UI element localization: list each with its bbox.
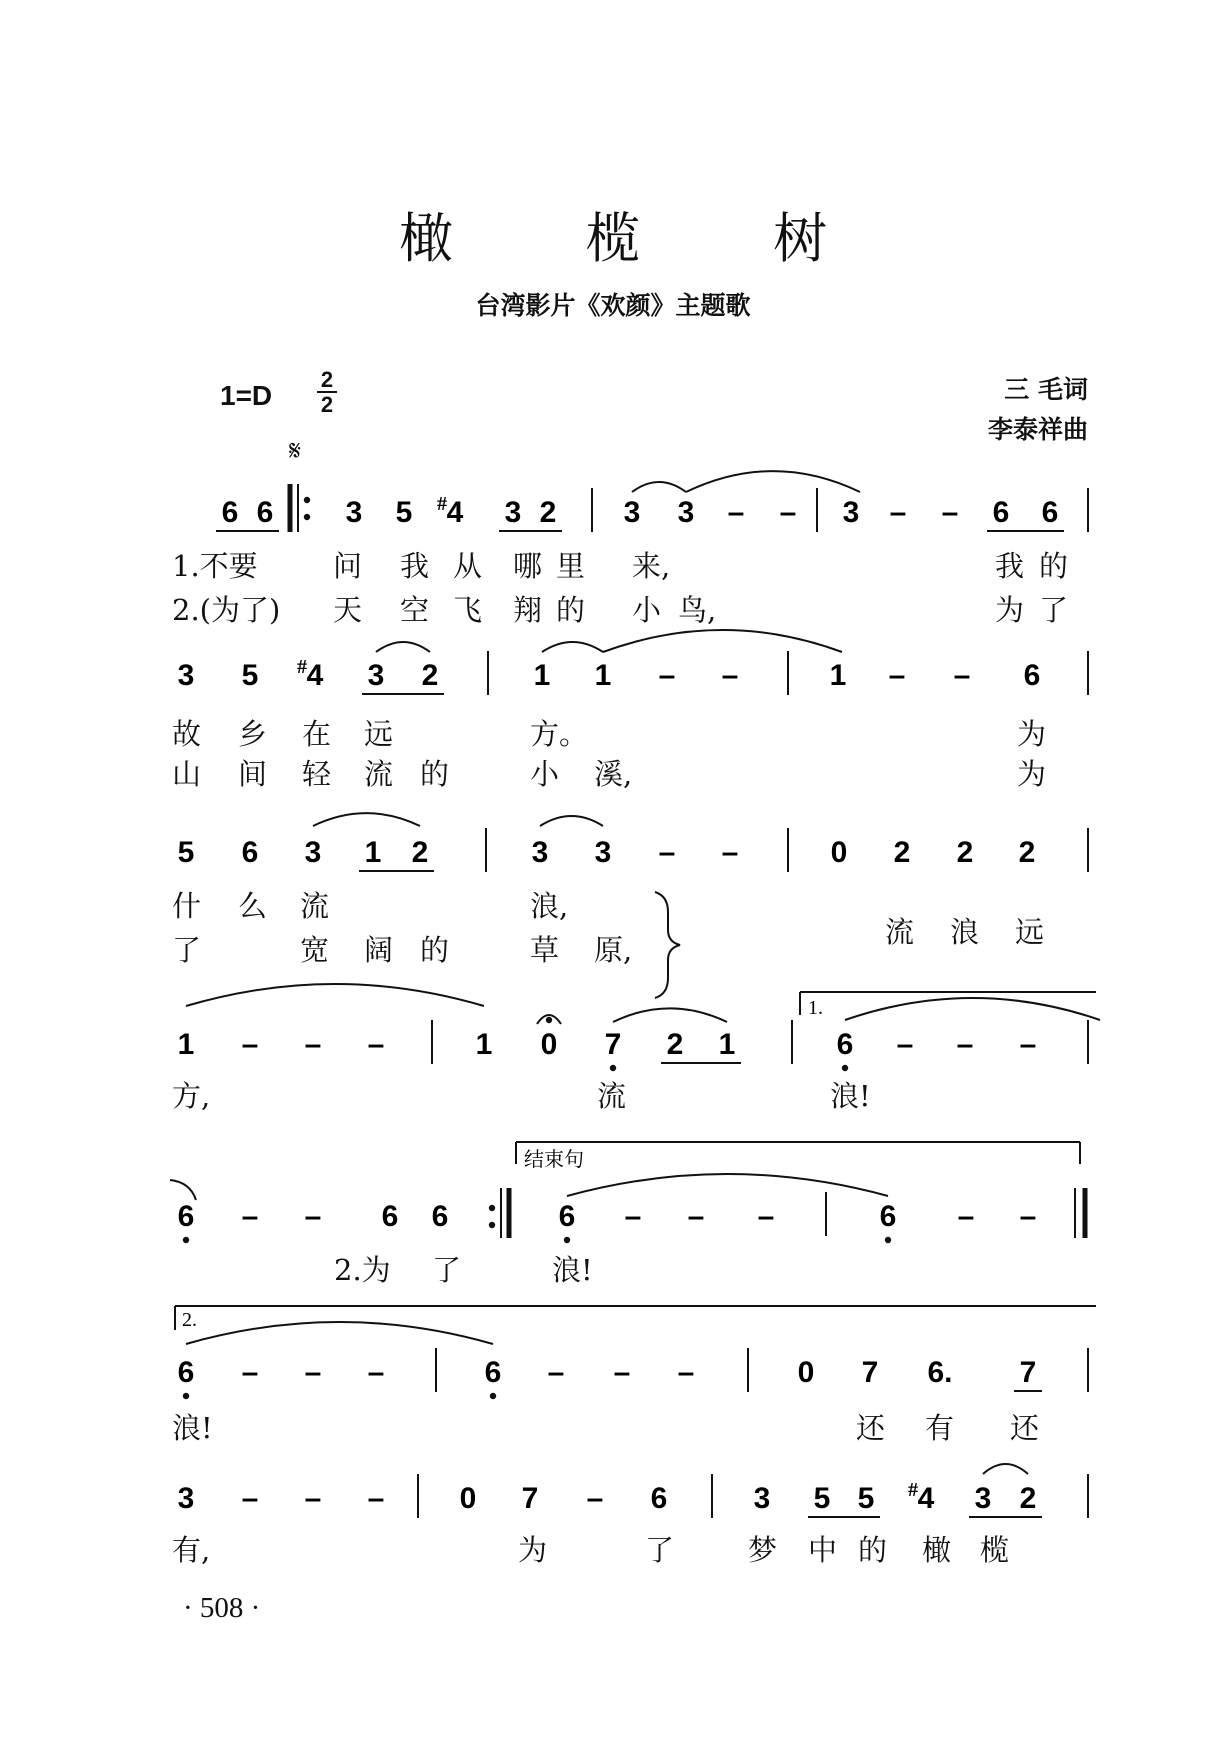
note-system7-9: 5 [813,1482,831,1515]
lyric-system2-lyrics_1-2: 在 [302,717,332,751]
lyric-system3-lyrics_shared-1: 浪 [950,915,980,949]
note-system3-9: 0 [830,836,848,869]
note-system5-3: 6 [381,1200,399,1233]
note-system6-2: – [304,1356,322,1389]
note-system4-11: – [956,1028,974,1061]
sharp-sign: # [437,493,447,515]
tie [567,1174,888,1196]
note-system2-1: 5 [241,659,259,692]
sharp-sign: # [297,656,307,678]
note-system1-3: 5 [395,496,413,529]
note-system3-4: 2 [411,836,429,869]
lower-octave-dot [885,1237,891,1243]
lyric-system4-lyrics-2: 浪! [830,1079,871,1113]
lyric-system2-lyrics_2-0: 山 [172,757,202,791]
note-system3-6: 3 [594,836,612,869]
note-system2-11: – [953,659,971,692]
note-system2-2: 4 [306,659,324,692]
note-system4-8: 1 [718,1028,736,1061]
lyric-system2-lyrics_1-1: 乡 [238,717,268,751]
note-system2-9: 1 [829,659,847,692]
lyric-system3-lyrics_1-3: 浪, [530,889,569,923]
lower-octave-dot [490,1393,496,1399]
segno-icon: 𝄋 [289,434,302,467]
note-system1-15: 6 [1041,496,1059,529]
lyric-system2-lyrics_1-3: 远 [364,717,394,751]
note-system7-13: 2 [1019,1482,1037,1515]
lyric-system2-lyrics_2-6: 溪, [594,757,633,791]
lyric-system5-lyrics-0: 2.为 [334,1253,391,1287]
lyric-system1-lyrics_1-3: 从 [453,549,483,583]
note-system6-9: 7 [861,1356,879,1389]
note-system1-8: 3 [677,496,695,529]
lyric-system3-lyrics_2-1: 宽 [300,933,330,967]
note-system1-14: 6 [992,496,1010,529]
note-system4-2: – [304,1028,322,1061]
note-system2-7: – [658,659,676,692]
note-system4-5: 0 [540,1028,558,1061]
lyric-system4-lyrics-0: 方, [172,1079,211,1113]
lyric-system2-lyrics_1-0: 故 [172,717,202,751]
song-subtitle: 台湾影片《欢颜》主题歌 [475,291,751,320]
lyric-system3-lyrics_2-0: 了 [172,933,202,967]
key-signature: 1=D [220,380,273,411]
note-system6-5: – [547,1356,565,1389]
lyric-system7-lyrics-1: 为 [518,1533,548,1567]
note-system5-1: – [241,1200,259,1233]
lyric-system6-lyrics-0: 浪! [172,1411,213,1445]
note-system7-11: 4 [917,1482,935,1515]
note-system1-12: – [889,496,907,529]
note-system7-1: – [241,1482,259,1515]
note-system6-4: 6 [484,1356,502,1389]
note-system4-12: – [1019,1028,1037,1061]
lyric-system2-lyrics_2-7: 为 [1017,757,1047,791]
note-system6-8: 0 [797,1356,815,1389]
note-system5-8: – [757,1200,775,1233]
lyric-system7-lyrics-3: 梦 [748,1533,778,1567]
tie [186,984,484,1006]
note-system1-0: 6 [221,496,239,529]
note-system4-4: 1 [475,1028,493,1061]
lyric-system6-lyrics-1: 还 [856,1411,886,1445]
lower-octave-dot [183,1237,189,1243]
time-signature-top: 2 [320,367,334,392]
lyric-system2-lyrics_2-5: 小 [530,757,560,791]
lyric-system2-lyrics_2-1: 间 [238,757,268,791]
lower-octave-dot [842,1065,848,1071]
lyric-system6-lyrics-2: 有 [925,1411,955,1445]
lyric-system1-lyrics_2-4: 翔 [513,593,543,627]
lyric-system3-lyrics_1-1: 么 [238,889,268,923]
note-system6-0: 6 [177,1356,195,1389]
lyric-system1-lyrics_1-5: 里 [556,549,586,583]
lyric-system4-lyrics-1: 流 [597,1079,627,1113]
note-system5-10: – [957,1200,975,1233]
note-system2-3: 3 [367,659,385,692]
note-system2-8: – [721,659,739,692]
note-system3-12: 2 [1018,836,1036,869]
slur [542,642,603,652]
fermata-dot [546,1017,552,1023]
note-system3-11: 2 [956,836,974,869]
note-system1-6: 2 [539,496,557,529]
lyric-system1-lyrics_2-3: 飞 [453,593,483,627]
lyric-brace [655,892,680,998]
lyric-system1-lyrics_2-8: 为 [995,593,1025,627]
note-system4-7: 2 [666,1028,684,1061]
slur [313,813,420,826]
ending-label: 结束句 [524,1147,584,1171]
note-system2-5: 1 [533,659,551,692]
note-system1-1: 6 [256,496,274,529]
lyric-system2-lyrics_1-5: 为 [1017,717,1047,751]
lyric-system3-lyrics_2-3: 的 [420,933,450,967]
lyric-system1-lyrics_1-8: 的 [1039,549,1069,583]
repeat-dot [489,1205,495,1211]
note-system2-12: 6 [1023,659,1041,692]
note-system7-7: 6 [650,1482,668,1515]
note-system2-4: 2 [421,659,439,692]
note-system3-10: 2 [893,836,911,869]
note-system7-8: 3 [753,1482,771,1515]
note-system3-5: 3 [531,836,549,869]
tie-continuation [170,1180,196,1200]
lyric-system3-lyrics_1-0: 什 [172,889,202,923]
lyric-system1-lyrics_2-9: 了 [1039,593,1069,627]
note-system7-0: 3 [177,1482,195,1515]
note-system4-1: – [241,1028,259,1061]
lyric-system1-lyrics_2-5: 的 [556,593,586,627]
note-system6-3: – [367,1356,385,1389]
lyric-system6-lyrics-3: 还 [1010,1411,1040,1445]
note-system5-2: – [304,1200,322,1233]
note-system5-11: – [1019,1200,1037,1233]
slur [613,1008,727,1022]
note-system7-2: – [304,1482,322,1515]
lyric-system1-lyrics_1-6: 来, [632,549,671,583]
note-system5-9: 6 [879,1200,897,1233]
note-system2-0: 3 [177,659,195,692]
lyric-system1-lyrics_1-2: 我 [400,549,430,583]
note-system1-10: – [779,496,797,529]
note-system5-0: 6 [177,1200,195,1233]
repeat-dot [304,497,310,503]
note-system7-3: – [367,1482,385,1515]
lyric-system3-lyrics_shared-0: 流 [885,915,915,949]
lyric-system1-lyrics_2-6: 小 [632,593,662,627]
note-system3-8: – [721,836,739,869]
lyric-system2-lyrics_2-3: 流 [364,757,394,791]
lyric-system1-lyrics_1-4: 哪 [513,549,543,583]
note-system7-6: – [586,1482,604,1515]
lyric-system2-lyrics_1-4: 方。 [530,717,589,751]
lyric-system2-lyrics_2-4: 的 [420,757,450,791]
note-system4-3: – [367,1028,385,1061]
note-system1-2: 3 [345,496,363,529]
lyric-system1-lyrics_1-1: 问 [333,549,363,583]
note-system3-0: 5 [177,836,195,869]
lyric-system3-lyrics_2-5: 原, [594,933,633,967]
slur [540,816,603,826]
tie [686,471,860,492]
lyric-system7-lyrics-0: 有, [172,1533,211,1567]
note-system1-13: – [941,496,959,529]
note-system2-6: 1 [594,659,612,692]
repeat-dot [304,514,310,520]
note-system3-3: 1 [364,836,382,869]
note-system1-11: 3 [842,496,860,529]
note-system6-11: 7 [1019,1356,1037,1389]
slur [632,482,686,492]
note-system1-5: 3 [504,496,522,529]
note-system6-7: – [677,1356,695,1389]
note-system5-5: 6 [558,1200,576,1233]
note-system3-1: 6 [241,836,259,869]
lower-octave-dot [183,1393,189,1399]
note-system6-1: – [241,1356,259,1389]
lyric-system7-lyrics-6: 橄 [922,1533,952,1567]
note-system3-2: 3 [304,836,322,869]
note-system4-10: – [896,1028,914,1061]
composer-credit: 李泰祥曲 [987,415,1088,444]
note-system2-10: – [888,659,906,692]
lyric-system1-lyrics_2-2: 空 [400,593,430,627]
note-system4-9: 6 [836,1028,854,1061]
tie [603,630,842,652]
lyric-system7-lyrics-2: 了 [645,1533,675,1567]
note-system5-6: – [624,1200,642,1233]
note-system1-9: – [727,496,745,529]
lyric-system7-lyrics-4: 中 [808,1533,838,1567]
lower-octave-dot [564,1237,570,1243]
lyricist-credit: 三 毛词 [1004,375,1088,404]
lyric-system7-lyrics-5: 的 [858,1533,888,1567]
song-title: 橄 榄 树 [398,207,886,270]
tie [845,998,1100,1020]
slur [376,642,430,652]
note-system1-4: 4 [446,496,464,529]
slur [983,1464,1028,1474]
note-system7-4: 0 [459,1482,477,1515]
lyric-system2-lyrics_2-2: 轻 [302,757,332,791]
page-number: · 508 · [183,1592,261,1624]
note-system1-7: 3 [623,496,641,529]
note-system4-0: 1 [177,1028,195,1061]
lyric-system3-lyrics_2-2: 阔 [364,933,394,967]
lyric-system7-lyrics-7: 榄 [980,1533,1010,1567]
time-signature-bottom: 2 [320,392,334,417]
note-system5-7: – [687,1200,705,1233]
lyric-system3-lyrics_2-4: 草 [530,933,560,967]
note-system7-5: 7 [521,1482,539,1515]
volta-label: 2. [182,1309,197,1331]
repeat-dot [489,1222,495,1228]
lyric-system1-lyrics_1-0: 1.不要 [172,549,258,583]
lyric-system1-lyrics_2-0: 2.(为了) [172,593,281,627]
note-system5-4: 6 [431,1200,449,1233]
lyric-system1-lyrics_1-7: 我 [995,549,1025,583]
lyric-system3-lyrics_1-2: 流 [300,889,330,923]
lyric-system5-lyrics-1: 了 [432,1253,462,1287]
lower-octave-dot [610,1065,616,1071]
sharp-sign: # [908,1479,918,1501]
note-system6-10: 6. [927,1356,953,1389]
lyric-system3-lyrics_shared-2: 远 [1015,915,1045,949]
note-system4-6: 7 [604,1028,622,1061]
note-system7-10: 5 [857,1482,875,1515]
lyric-system1-lyrics_2-1: 天 [333,593,363,627]
lyric-system5-lyrics-2: 浪! [552,1253,593,1287]
lyric-system1-lyrics_2-7: 鸟, [678,593,717,627]
tie [186,1322,493,1344]
note-system7-12: 3 [974,1482,992,1515]
volta-label: 1. [808,997,823,1019]
note-system6-6: – [613,1356,631,1389]
note-system3-7: – [658,836,676,869]
